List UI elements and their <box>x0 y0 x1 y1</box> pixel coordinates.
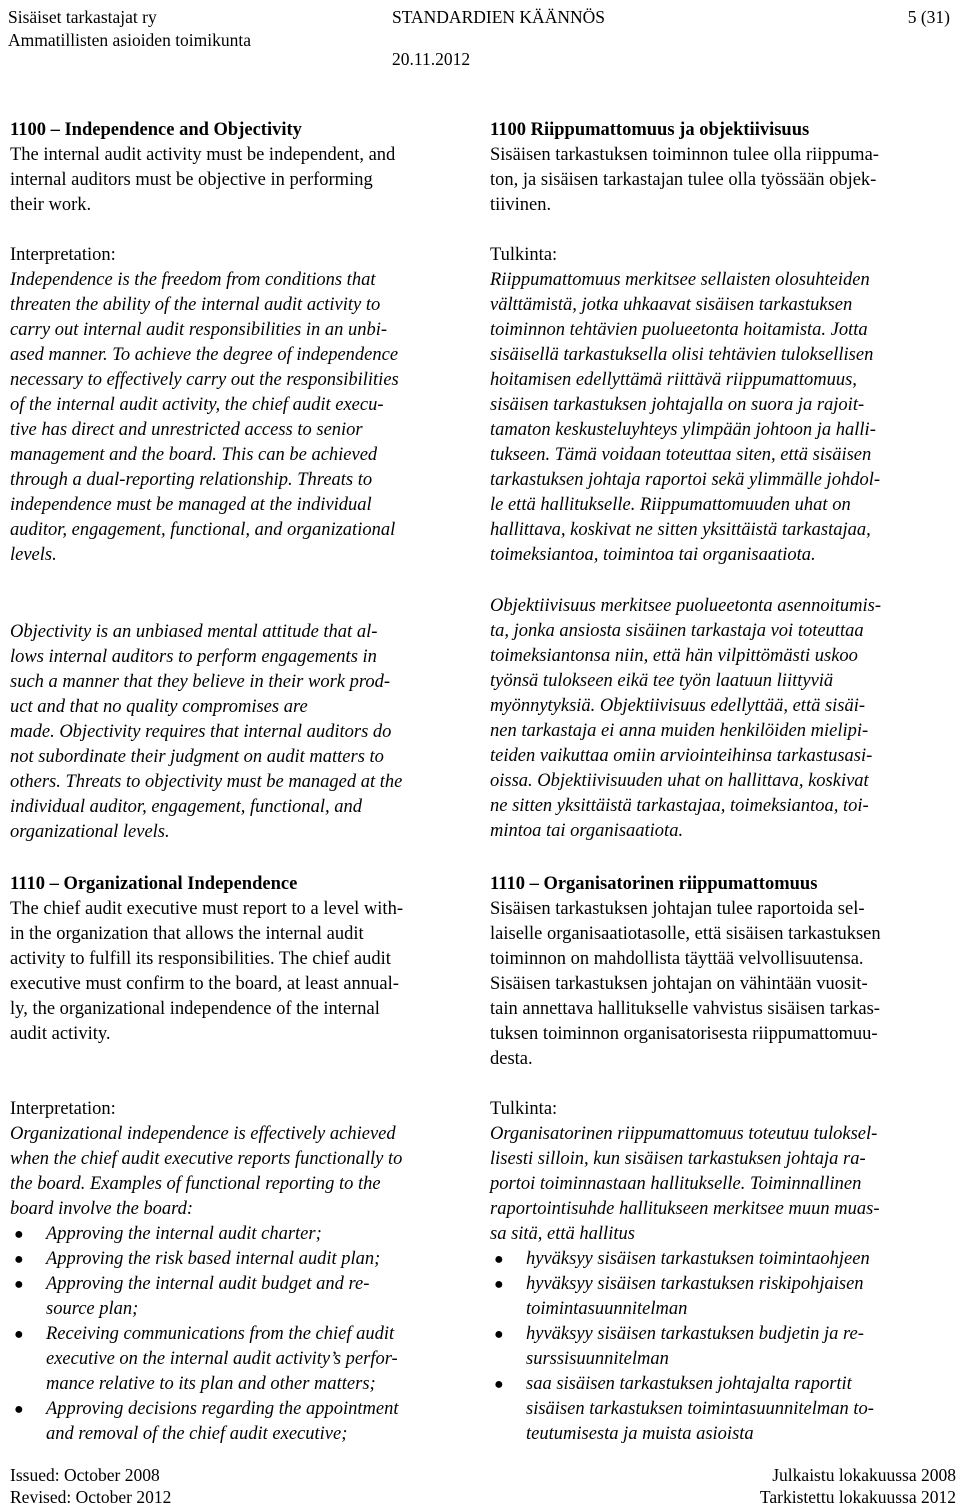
text-line: tukseen. Tämä voidaan toteuttaa siten, että sisäisen <box>490 445 872 465</box>
text-line: board involve the board: <box>10 1199 194 1219</box>
bullet-item <box>10 1322 402 1397</box>
bullet-item <box>490 1322 879 1372</box>
section-heading: 1100 – Independence and Objectivity <box>10 120 302 140</box>
bullet-icon: ● <box>14 1276 24 1293</box>
bullet-text-line: source plan; <box>46 1299 139 1319</box>
interpretation-text <box>490 1122 879 1247</box>
standard-text <box>10 143 395 218</box>
footer-revised-en: Revised: October 2012 <box>10 1487 172 1507</box>
text-line: of the internal audit activity, the chief audit execu- <box>10 395 384 415</box>
text-line: tuksen toiminnon organisatorisesta riippumattomuu- <box>490 1024 878 1044</box>
text-line: such a manner that they believe in their work prod- <box>10 672 391 692</box>
section-heading: 1110 – Organisatorinen riippumattomuus <box>490 874 818 894</box>
text-line: others. Threats to objectivity must be managed at the <box>10 772 403 792</box>
section-1100-fi <box>490 118 879 218</box>
bullet-icon: ● <box>494 1251 504 1268</box>
bullet-text-line: hyväksyy sisäisen tarkastuksen toimintaohjeen <box>526 1249 870 1269</box>
objectivity-text <box>10 620 402 845</box>
text-line: desta. <box>490 1049 533 1069</box>
bullet-text-line: Approving decisions regarding the appointment <box>46 1399 399 1419</box>
section-1100-en <box>10 118 395 218</box>
text-line: Sisäisen tarkastuksen johtajan on vähintään vuosit- <box>490 974 868 994</box>
text-line: activity to fulfill its responsibilities. The chief audit <box>10 949 391 969</box>
text-line: organizational levels. <box>10 822 170 842</box>
section-heading: 1100 Riippumattomuus ja objektiivisuus <box>490 120 810 140</box>
text-line: työnsä tulokseen eikä tee työn laatuun liittyviä <box>490 671 834 691</box>
text-line: their work. <box>10 195 92 215</box>
text-line: myönnytyksiä. Objektiivisuus edellyttää, että sisäi- <box>490 696 866 716</box>
text-line: Sisäisen tarkastuksen toiminnon tulee olla riippuma- <box>490 145 879 165</box>
bullet-text-line: and removal of the chief audit executive; <box>46 1424 348 1444</box>
text-line: ta, jonka ansiosta sisäinen tarkastaja voi toteuttaa <box>490 621 864 641</box>
text-line: toimeksiantonsa niin, että hän vilpittömästi uskoo <box>490 646 858 666</box>
bullet-text-line: toimintasuunnitelman <box>526 1299 688 1319</box>
text-line: independence must be managed at the individual <box>10 495 372 515</box>
text-line: le että hallitukselle. Riippumattomuuden uhat on <box>490 495 851 515</box>
header-document-title: STANDARDIEN KÄÄNNÖS <box>392 7 605 27</box>
text-line: management and the board. This can be achieved <box>10 445 378 465</box>
text-line: levels. <box>10 545 57 565</box>
bullet-icon: ● <box>14 1326 24 1343</box>
text-line: internal auditors must be objective in performing <box>10 170 373 190</box>
text-line: teiden vaikuttaa omiin arviointeihinsa tarkastusasi- <box>490 746 873 766</box>
bullet-icon: ● <box>494 1376 504 1393</box>
bullet-item <box>10 1272 402 1322</box>
header-organization: Sisäiset tarkastajat ry <box>8 7 157 27</box>
bullet-text-line: Approving the internal audit budget and re- <box>46 1274 370 1294</box>
section-1110-fi <box>490 872 881 1072</box>
bullet-item <box>10 1247 402 1272</box>
header-date: 20.11.2012 <box>392 49 471 69</box>
objectivity-paragraph-fi <box>490 594 881 844</box>
interpretation-label: Tulkinta: <box>490 1099 558 1119</box>
bullet-text-line: Approving the internal audit charter; <box>46 1224 322 1244</box>
bullet-icon: ● <box>14 1401 24 1418</box>
footer-revised-fi: Tarkistettu lokakuussa 2012 <box>759 1487 956 1507</box>
section-heading: 1110 – Organizational Independence <box>10 874 298 894</box>
bullet-text-line: Receiving communications from the chief audit <box>46 1324 395 1344</box>
text-line: ly, the organizational independence of the internal <box>10 999 380 1019</box>
bullet-list <box>490 1247 879 1447</box>
text-line: tain annettava hallitukselle vahvistus sisäisen tarkas- <box>490 999 880 1019</box>
text-line: portoi toiminnastaan hallitukselle. Toiminnallinen <box>490 1174 862 1194</box>
text-line: in the organization that allows the internal audit <box>10 924 364 944</box>
bullet-text-line: saa sisäisen tarkastuksen johtajalta raportit <box>526 1374 852 1394</box>
bullet-text-line: teutumisesta ja muista asioista <box>526 1424 754 1444</box>
text-line: necessary to effectively carry out the responsibilities <box>10 370 399 390</box>
interpretation-1100-en <box>10 243 399 568</box>
interpretation-label: Interpretation: <box>10 1099 116 1119</box>
section-1110-en <box>10 872 403 1047</box>
text-line: ton, ja sisäisen tarkastajan tulee olla työssään objek- <box>490 170 877 190</box>
text-line: Independence is the freedom from conditions that <box>10 270 376 290</box>
text-line: auditor, engagement, functional, and organizational <box>10 520 396 540</box>
text-line: when the chief audit executive reports functionally to <box>10 1149 403 1169</box>
interpretation-1100-fi <box>490 243 880 568</box>
interpretation-1110-fi <box>490 1097 879 1447</box>
text-line: hallittava, koskivat ne sitten yksittäistä tarkastajaa, <box>490 520 871 540</box>
text-line: raportointisuhde hallitukseen merkitsee muun muas- <box>490 1199 880 1219</box>
text-line: tiivinen. <box>490 195 552 215</box>
standard-text <box>490 897 881 1072</box>
text-line: ne sitten yksittäistä tarkastajaa, toimeksiantoa, toi- <box>490 796 869 816</box>
bullet-text-line: hyväksyy sisäisen tarkastuksen riskipohjaisen <box>526 1274 864 1294</box>
footer-issued-fi: Julkaistu lokakuussa 2008 <box>772 1465 956 1485</box>
text-line: sisäisellä tarkastuksella olisi tehtävien tuloksellisen <box>490 345 874 365</box>
text-line: Riippumattomuus merkitsee sellaisten olosuhteiden <box>490 270 870 290</box>
objectivity-text <box>490 594 881 844</box>
bullet-icon: ● <box>494 1276 504 1293</box>
text-line: made. Objectivity requires that internal auditors do <box>10 722 392 742</box>
bullet-item <box>490 1247 879 1272</box>
text-line: sa sitä, että hallitus <box>490 1224 635 1244</box>
text-line: tamaton keskusteluyhteys ylimpään johtoon ja halli- <box>490 420 876 440</box>
text-line: tarkastuksen johtaja raportoi sekä ylimmälle johdol- <box>490 470 880 490</box>
text-line: laiselle organisaatiotasolle, että sisäisen tarkastuksen <box>490 924 881 944</box>
text-line: toiminnon tehtävien puolueetonta hoitamista. Jotta <box>490 320 868 340</box>
text-line: ased manner. To achieve the degree of independence <box>10 345 399 365</box>
text-line: toimeksiantoa, toimintoa tai organisaatiota. <box>490 545 816 565</box>
text-line: sisäisen tarkastuksen johtajalla on suora ja rajoit- <box>490 395 865 415</box>
text-line: through a dual-reporting relationship. Threats to <box>10 470 373 490</box>
text-line: Objektiivisuus merkitsee puolueetonta asennoitumis- <box>490 596 881 616</box>
objectivity-paragraph-en <box>10 620 402 845</box>
bullet-list <box>10 1222 402 1447</box>
bullet-icon: ● <box>494 1326 504 1343</box>
text-line: The chief audit executive must report to a level with- <box>10 899 403 919</box>
text-line: hoitamisen edellyttämä riittävä riippumattomuus, <box>490 370 857 390</box>
text-line: Organisatorinen riippumattomuus toteutuu tuloksel- <box>490 1124 878 1144</box>
text-line: toiminnon on mahdollista täyttää velvollisuutensa. <box>490 949 864 969</box>
header-committee: Ammatillisten asioiden toimikunta <box>8 30 252 50</box>
header-page-number: 5 (31) <box>907 7 950 27</box>
text-line: oissa. Objektiivisuuden uhat on hallittava, koskivat <box>490 771 869 791</box>
bullet-text-line: hyväksyy sisäisen tarkastuksen budjetin ja re- <box>526 1324 864 1344</box>
bullet-item <box>10 1397 402 1447</box>
bullet-icon: ● <box>14 1226 24 1243</box>
text-line: lows internal auditors to perform engagements in <box>10 647 377 667</box>
text-line: Sisäisen tarkastuksen johtajan tulee raportoida sel- <box>490 899 865 919</box>
interpretation-text <box>10 268 399 568</box>
text-line: audit activity. <box>10 1024 111 1044</box>
bullet-item <box>490 1372 879 1447</box>
bullet-text-line: surssisuunnitelman <box>526 1349 669 1369</box>
text-line: uct and that no quality compromises are <box>10 697 308 717</box>
interpretation-text <box>10 1122 402 1222</box>
bullet-text-line: executive on the internal audit activity’s perfor- <box>46 1349 398 1369</box>
text-line: välttämistä, jotka uhkaavat sisäisen tarkastuksen <box>490 295 853 315</box>
standard-text <box>10 897 403 1047</box>
text-line: The internal audit activity must be independent, and <box>10 145 396 165</box>
text-line: mintoa tai organisaatiota. <box>490 821 684 841</box>
interpretation-label: Interpretation: <box>10 245 116 265</box>
text-line: not subordinate their judgment on audit matters to <box>10 747 384 767</box>
bullet-text-line: sisäisen tarkastuksen toimintasuunnitelman to- <box>526 1399 874 1419</box>
text-line: Organizational independence is effectively achieved <box>10 1124 396 1144</box>
text-line: individual auditor, engagement, functional, and <box>10 797 362 817</box>
text-line: threaten the ability of the internal audit activity to <box>10 295 381 315</box>
bullet-text-line: mance relative to its plan and other matters; <box>46 1374 376 1394</box>
bullet-icon: ● <box>14 1251 24 1268</box>
text-line: executive must confirm to the board, at least annual- <box>10 974 399 994</box>
text-line: tive has direct and unrestricted access to senior <box>10 420 363 440</box>
bullet-item <box>490 1272 879 1322</box>
bullet-text-line: Approving the risk based internal audit plan; <box>46 1249 381 1269</box>
text-line: nen tarkastaja ei anna muiden henkilöiden mielipi- <box>490 721 869 741</box>
standard-text <box>490 143 879 218</box>
interpretation-text <box>490 268 880 568</box>
text-line: carry out internal audit responsibilities in an unbi- <box>10 320 388 340</box>
text-line: Objectivity is an unbiased mental attitude that al- <box>10 622 378 642</box>
bullet-item <box>10 1222 402 1247</box>
footer-issued-en: Issued: October 2008 <box>10 1465 160 1485</box>
interpretation-label: Tulkinta: <box>490 245 558 265</box>
text-line: lisesti silloin, kun sisäisen tarkastuksen johtaja ra- <box>490 1149 866 1169</box>
text-line: the board. Examples of functional reporting to the <box>10 1174 381 1194</box>
interpretation-1110-en <box>10 1097 402 1447</box>
